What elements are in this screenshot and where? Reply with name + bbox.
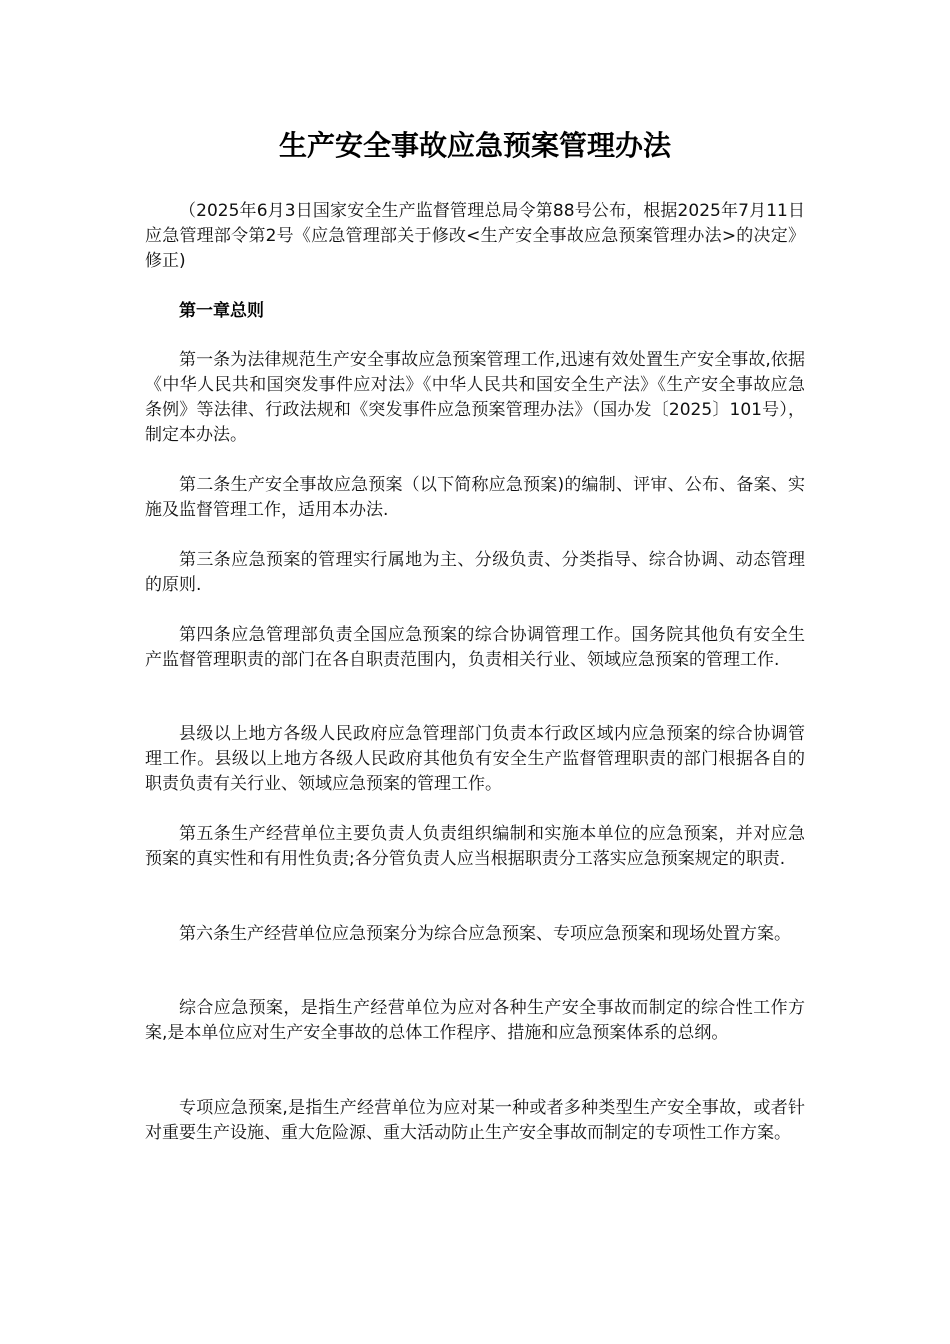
article-5-paragraph: 第五条生产经营单位主要负责人负责组织编制和实施本单位的应急预案，并对应急预案的真实性和有用性负责;各分管负责人应当根据职责分工落实应急预案规定的职责.: [145, 824, 805, 869]
article-2-paragraph: 第二条生产安全事故应急预案（以下简称应急预案)的编制、评审、公布、备案、实施及监督管理工作，适用本办法.: [145, 475, 805, 520]
article-1-paragraph: 第一条为法律规范生产安全事故应急预案管理工作,迅速有效处置生产安全事故,依据《中华人民共和国突发事件应对法》《中华人民共和国安全生产法》《生产安全事故应急条例》等法律、行政法规和《突发事件应急预案管理办法》（国办发〔2025〕101号），制定本办法。: [145, 350, 805, 445]
article-4-continuation-paragraph: 县级以上地方各级人民政府应急管理部门负责本行政区域内应急预案的综合协调管理工作。县级以上地方各级人民政府其他负有安全生产监督管理职责的部门根据各自的职责负责有关行业、领域应急预案的管理工作。: [145, 724, 805, 794]
article-3-paragraph: 第三条应急预案的管理实行属地为主、分级负责、分类指导、综合协调、动态管理的原则.: [145, 550, 805, 595]
article-4-paragraph: 第四条应急管理部负责全国应急预案的综合协调管理工作。国务院其他负有安全生产监督管理职责的部门在各自职责范围内，负责相关行业、领域应急预案的管理工作.: [145, 625, 805, 670]
chapter-heading: 第一章总则: [179, 301, 264, 321]
special-plan-paragraph: 专项应急预案,是指生产经营单位为应对某一种或者多种类型生产安全事故，或者针对重要生产设施、重大危险源、重大活动防止生产安全事故而制定的专项性工作方案。: [145, 1098, 805, 1143]
revision-note: （2025年6月3日国家安全生产监督管理总局令第88号公布，根据2025年7月11日应急管理部令第2号《应急管理部关于修改<生产安全事故应急预案管理办法>的决定》修正): [145, 201, 805, 271]
comprehensive-plan-paragraph: 综合应急预案，是指生产经营单位为应对各种生产安全事故而制定的综合性工作方案,是本单位应对生产安全事故的总体工作程序、措施和应急预案体系的总纲。: [145, 998, 805, 1043]
article-6-paragraph: 第六条生产经营单位应急预案分为综合应急预案、专项应急预案和现场处置方案。: [179, 924, 791, 944]
document-title: 生产安全事故应急预案管理办法: [278, 129, 671, 162]
